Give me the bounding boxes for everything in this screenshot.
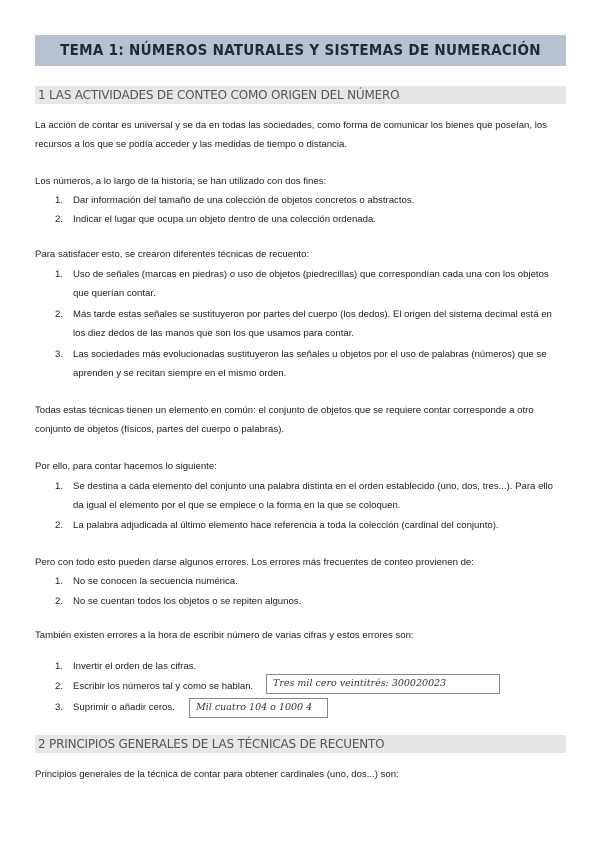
paragraph-6: Pero con todo esto pueden darse algunos errores. Los errores más frecuentes de conteo provienen de: — [35, 557, 474, 568]
list-item: 1. Invertir el orden de las cifras. — [55, 661, 197, 672]
list-item: 1. Se destina a cada elemento del conjunto una palabra distinta en el orden establecido (uno, dos, tres...). Para ello da igual el elemento por el que se empiece o la forma en la que se coloquen. — [55, 481, 553, 511]
handwritten-example-2: Mil cuatro 104 o 1000 4 — [189, 698, 328, 718]
paragraph-3: Para satisfacer esto, se crearon diferentes técnicas de recuento: — [35, 249, 310, 260]
section-heading-2: 2 PRINCIPIOS GENERALES DE LAS TÉCNICAS DE RECUENTO — [38, 737, 385, 751]
list-item: 1. Uso de señales (marcas en piedras) o uso de objetos (piedrecillas) que correspondían cada una con los objetos que querían contar. — [55, 269, 549, 299]
section-heading-1: 1 LAS ACTIVIDADES DE CONTEO COMO ORIGEN DEL NÚMERO — [38, 88, 400, 102]
list-item: 1. Dar información del tamaño de una colección de objetos concretos o abstractos. — [55, 195, 415, 206]
handwritten-example-1: Tres mil cero veintitrés: 300020023 — [266, 674, 500, 694]
list-item: 3. Suprimir o añadir ceros. — [55, 702, 175, 713]
list-item: 2. Más tarde estas señales se sustituyeron por partes del cuerpo (los dedos). El origen del sistema decimal está en los diez dedos de las manos que son los que usamos para contar. — [55, 309, 552, 339]
paragraph-4: Todas estas técnicas tienen un elemento en común: el conjunto de objetos que se requiere contar corresponde a otro conjunto de objetos (físicos, partes del cuerpo o palabras). — [35, 405, 534, 435]
paragraph-5: Por ello, para contar hacemos lo siguiente: — [35, 461, 217, 472]
list-item: 2. No se cuentan todos los objetos o se repiten algunos. — [55, 596, 302, 607]
paragraph-8: Principios generales de la técnica de contar para obtener cardinales (uno, dos...) son: — [35, 769, 399, 780]
paragraph-7: También existen errores a la hora de escribir número de varias cifras y estos errores son: — [35, 630, 414, 641]
list-item: 3. Las sociedades más evolucionadas sustituyeron las señales u objetos por el uso de palabras (números) que se aprenden y se recitan siempre en el mismo orden. — [55, 349, 547, 379]
list-item: 2. La palabra adjudicada al último elemento hace referencia a toda la colección (cardinal del conjunto). — [55, 520, 499, 531]
list-item: 2. Escribir los números tal y como se hablan. — [55, 681, 254, 692]
list-item: 1. No se conocen la secuencia numérica. — [55, 576, 238, 587]
page-title: TEMA 1: NÚMEROS NATURALES Y SISTEMAS DE NUMERACIÓN — [60, 41, 541, 59]
list-item: 2. Indicar el lugar que ocupa un objeto dentro de una colección ordenada. — [55, 214, 376, 225]
paragraph-2: Los números, a lo largo de la historia, se han utilizado con dos fines: — [35, 176, 327, 187]
paragraph-1: La acción de contar es universal y se da en todas las sociedades, como forma de comunicar los bienes que poseían, los recursos a los que se podía acceder y las medidas de tiempo o distancia. — [35, 120, 547, 150]
